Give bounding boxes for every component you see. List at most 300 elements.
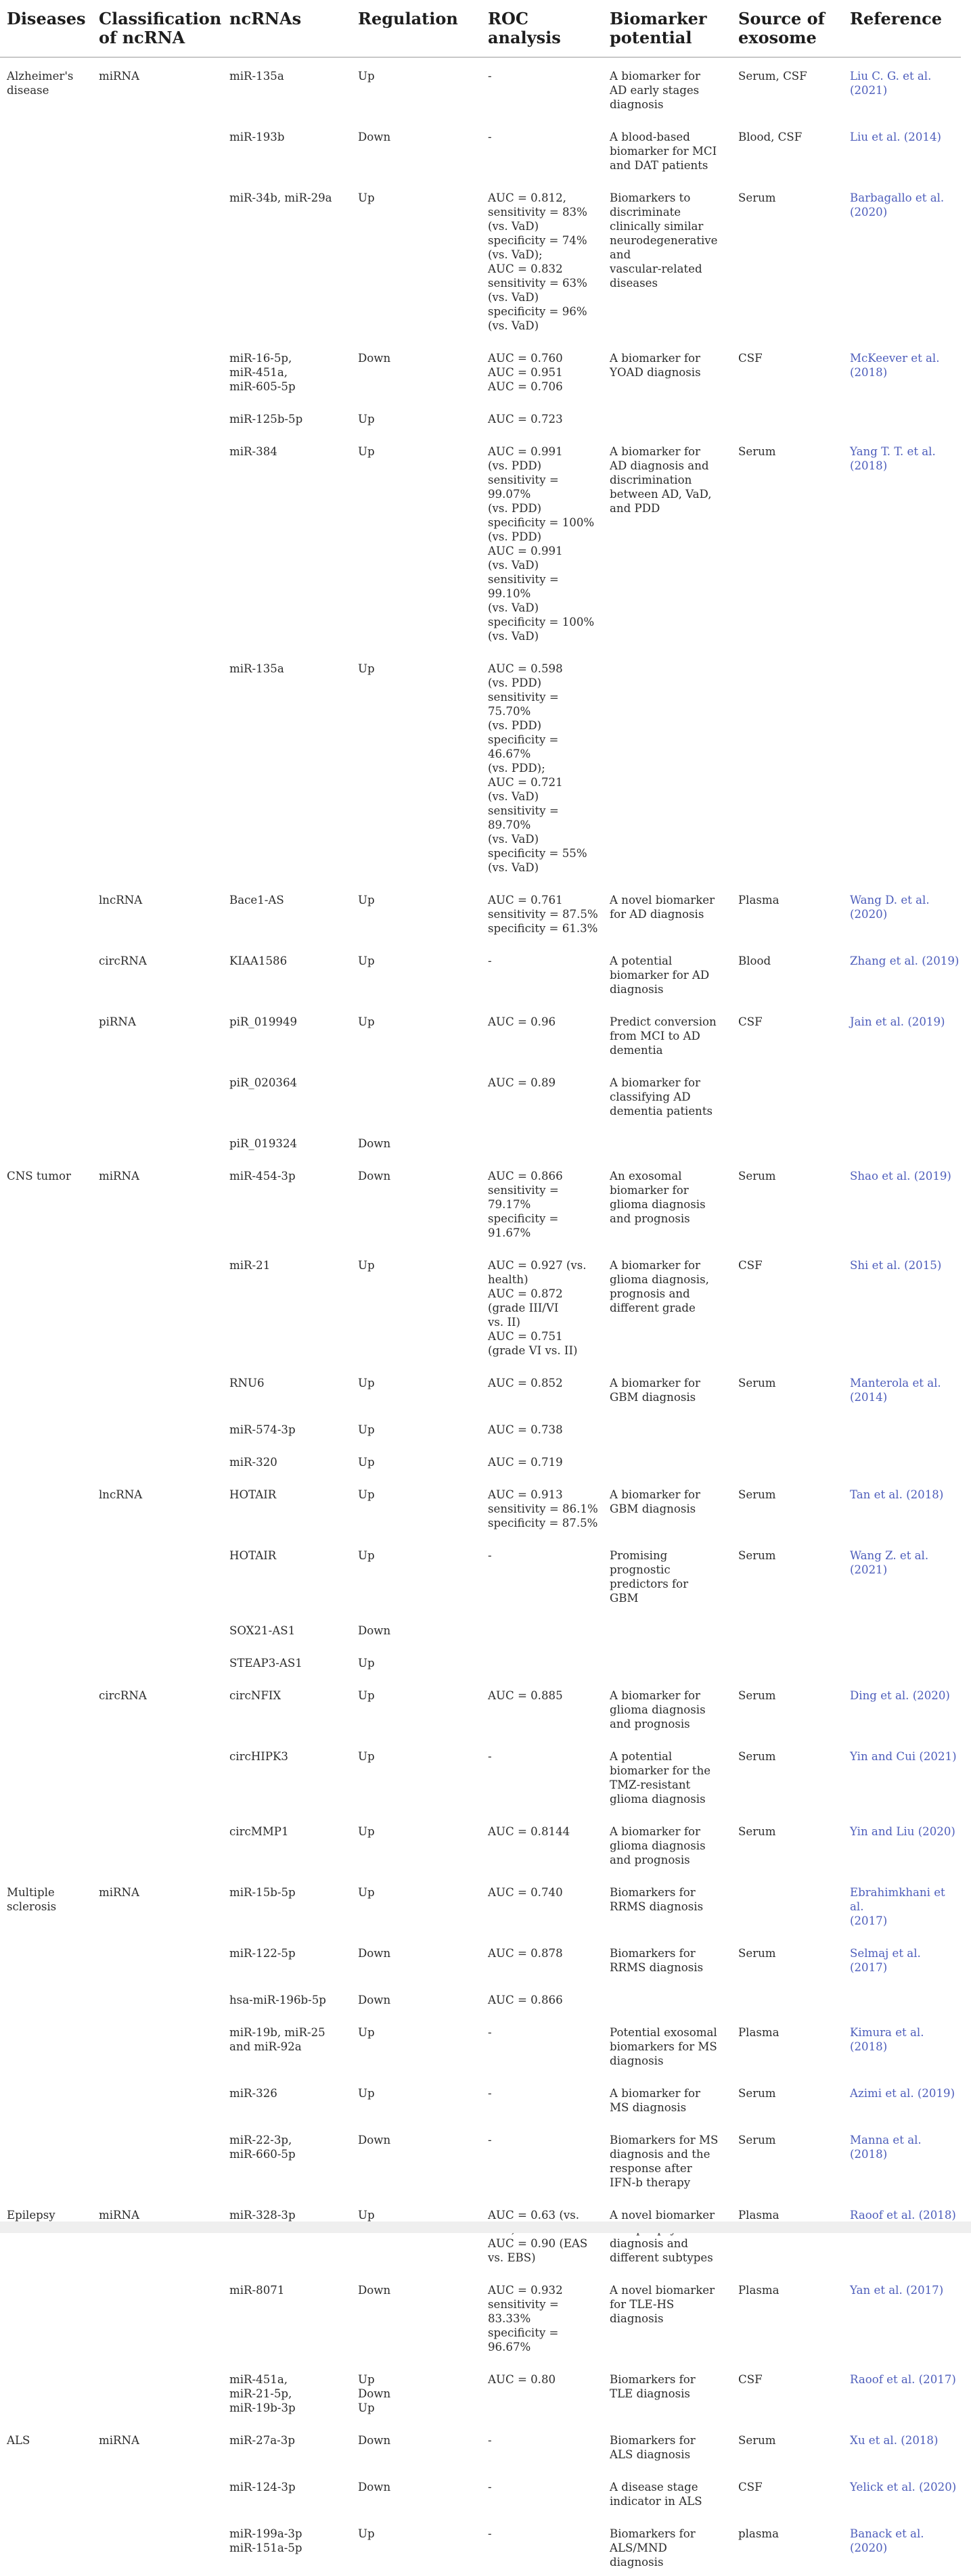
- cell-roc: -: [481, 2515, 603, 2576]
- cell-classification: piRNA: [92, 1003, 223, 1064]
- cell-regulation: Up: [351, 650, 481, 881]
- header-classification: Classification of ncRNA: [92, 0, 223, 58]
- cell-biomarker-potential: [603, 1981, 731, 2014]
- cell-regulation: Up: [351, 2014, 481, 2075]
- cell-roc: -: [481, 58, 603, 119]
- cell-ncrna: STEAP3-AS1: [223, 1644, 351, 1677]
- cell-biomarker-potential: Predict conversion from MCI to AD dementia: [603, 1003, 731, 1064]
- cell-source: CSF: [731, 1003, 843, 1064]
- cell-disease: [0, 1612, 92, 1644]
- cell-ncrna: miR-16-5p, miR-451a, miR-605-5p: [223, 340, 351, 400]
- cell-source: Serum: [731, 2422, 843, 2468]
- cell-regulation: Up: [351, 2196, 481, 2272]
- cell-roc: -: [481, 2121, 603, 2196]
- cell-roc: AUC = 0.812, sensitivity = 83% (vs. VaD) specificity = 74% (vs. VaD); AUC = 0.832 sensitivity = 63% (vs. VaD) specificity = 96% (vs. VaD): [481, 179, 603, 340]
- cell-reference[interactable]: Banack et al. (2020): [843, 2515, 961, 2576]
- cell-roc: AUC = 0.96: [481, 1003, 603, 1064]
- cell-classification: [92, 2272, 223, 2361]
- cell-biomarker-potential: [603, 1612, 731, 1644]
- cell-ncrna: miR-124-3p: [223, 2468, 351, 2515]
- cell-ncrna: KIAA1586: [223, 942, 351, 1003]
- cell-roc: AUC = 0.866 sensitivity = 79.17% specificity = 91.67%: [481, 1157, 603, 1247]
- cell-ncrna: piR_019324: [223, 1125, 351, 1157]
- cell-regulation: Up: [351, 1537, 481, 1612]
- cell-reference[interactable]: Selmaj et al. (2017): [843, 1935, 961, 1981]
- cell-ncrna: miR-199a-3p miR-151a-5p: [223, 2515, 351, 2576]
- cell-roc: AUC = 0.8144: [481, 1813, 603, 1874]
- cell-classification: [92, 650, 223, 881]
- cell-classification: [92, 2515, 223, 2576]
- table-row: [0, 2014, 961, 2075]
- header-source: Source of exosome: [731, 0, 843, 58]
- cell-ncrna: Bace1-AS: [223, 881, 351, 942]
- cell-reference[interactable]: Barbagallo et al. (2020): [843, 179, 961, 340]
- cell-classification: [92, 1444, 223, 1476]
- cell-roc: AUC = 0.740: [481, 1874, 603, 1935]
- cell-source: [731, 1444, 843, 1476]
- cell-biomarker-potential: [603, 400, 731, 433]
- cell-source: plasma: [731, 2515, 843, 2576]
- cell-biomarker-potential: Biomarkers for ALS diagnosis: [603, 2422, 731, 2468]
- cell-disease: Epilepsy: [0, 2196, 92, 2272]
- table-row: [0, 1537, 961, 1612]
- cell-regulation: Up: [351, 1444, 481, 1476]
- cell-disease: Multiple sclerosis: [0, 1874, 92, 1935]
- cell-source: [731, 1411, 843, 1444]
- cell-biomarker-potential: A novel biomarker for TLE-HS diagnosis: [603, 2272, 731, 2361]
- cell-ncrna: miR-8071: [223, 2272, 351, 2361]
- table-row: [0, 1157, 961, 1247]
- table-row: [0, 1064, 961, 1125]
- cell-classification: [92, 1935, 223, 1981]
- cell-reference[interactable]: Wang D. et al. (2020): [843, 881, 961, 942]
- cell-source: [731, 400, 843, 433]
- table-row: [0, 2422, 961, 2468]
- header-roc-analysis: ROC analysis: [481, 0, 603, 58]
- table-row: [0, 1411, 961, 1444]
- cell-biomarker-potential: A biomarker for classifying AD dementia patients: [603, 1064, 731, 1125]
- cell-regulation: Up: [351, 1476, 481, 1537]
- cell-biomarker-potential: A biomarker for glioma diagnosis and prognosis: [603, 1813, 731, 1874]
- header-biomarker-potential: Biomarker potential: [603, 0, 731, 58]
- cell-disease: [0, 1813, 92, 1874]
- cell-source: Serum: [731, 1935, 843, 1981]
- cell-source: Plasma: [731, 2014, 843, 2075]
- cell-roc: [481, 1612, 603, 1644]
- table-row: [0, 118, 961, 179]
- cell-biomarker-potential: An exosomal biomarker for glioma diagnosis and prognosis: [603, 1157, 731, 1247]
- cell-classification: [92, 433, 223, 650]
- cell-source: CSF: [731, 2468, 843, 2515]
- cell-source: Serum: [731, 1677, 843, 1738]
- cell-classification: [92, 1644, 223, 1677]
- cell-disease: [0, 179, 92, 340]
- cell-classification: [92, 2468, 223, 2515]
- table-body: [0, 58, 961, 2576]
- cell-biomarker-potential: A novel biomarker for AD diagnosis: [603, 881, 731, 942]
- cell-classification: [92, 1813, 223, 1874]
- cell-ncrna: miR-21: [223, 1247, 351, 1364]
- cell-regulation: Up: [351, 1677, 481, 1738]
- cell-classification: [92, 1411, 223, 1444]
- cell-reference[interactable]: Xu et al. (2018): [843, 2422, 961, 2468]
- table-row: [0, 1981, 961, 2014]
- cell-classification: [92, 1364, 223, 1411]
- cell-reference[interactable]: Tan et al. (2018): [843, 1476, 961, 1537]
- cell-ncrna: miR-328-3p: [223, 2196, 351, 2272]
- cell-regulation: Up: [351, 1003, 481, 1064]
- table-row: [0, 1612, 961, 1644]
- cell-classification: lncRNA: [92, 881, 223, 942]
- cell-source: [731, 1612, 843, 1644]
- cell-regulation: Down: [351, 2272, 481, 2361]
- cell-ncrna: piR_019949: [223, 1003, 351, 1064]
- cell-regulation: Down: [351, 2121, 481, 2196]
- cell-reference[interactable]: Raoof et al. (2017): [843, 2361, 961, 2422]
- cell-roc: AUC = 0.991 (vs. PDD) sensitivity = 99.07% (vs. PDD) specificity = 100% (vs. PDD) AUC = 0.991 (vs. VaD) sensitivity = 99.10% (vs. VaD) specificity = 100% (vs. VaD): [481, 433, 603, 650]
- header-reference: Reference: [843, 0, 961, 58]
- cell-classification: [92, 400, 223, 433]
- cell-classification: miRNA: [92, 1874, 223, 1935]
- cell-ncrna: miR-19b, miR-25 and miR-92a: [223, 2014, 351, 2075]
- cell-biomarker-potential: Biomarkers for TLE diagnosis: [603, 2361, 731, 2422]
- cell-reference[interactable]: Zhang et al. (2019): [843, 942, 961, 1003]
- cell-classification: [92, 2121, 223, 2196]
- cell-reference[interactable]: Manterola et al. (2014): [843, 1364, 961, 1411]
- cell-roc: AUC = 0.598 (vs. PDD) sensitivity = 75.70% (vs. PDD) specificity = 46.67% (vs. PDD); AUC = 0.721 (vs. VaD) sensitivity = 89.70% (vs. VaD) specificity = 55% (vs. VaD): [481, 650, 603, 881]
- cell-roc: AUC = 0.932 sensitivity = 83.33% specificity = 96.67%: [481, 2272, 603, 2361]
- cell-roc: AUC = 0.89: [481, 1064, 603, 1125]
- cell-disease: [0, 118, 92, 179]
- cell-source: Serum: [731, 1537, 843, 1612]
- cell-source: CSF: [731, 340, 843, 400]
- table-row: [0, 2272, 961, 2361]
- cell-source: Serum: [731, 2075, 843, 2121]
- cell-ncrna: miR-34b, miR-29a: [223, 179, 351, 340]
- cell-ncrna: piR_020364: [223, 1064, 351, 1125]
- page-bottom-bar: [0, 2222, 971, 2233]
- cell-biomarker-potential: Biomarkers to discriminate clinically similar neurodegenerative and vascular-related diseases: [603, 179, 731, 340]
- cell-regulation: Down: [351, 340, 481, 400]
- table-row: [0, 2361, 961, 2422]
- cell-biomarker-potential: A biomarker for glioma diagnosis and prognosis: [603, 1677, 731, 1738]
- cell-regulation: Up: [351, 1813, 481, 1874]
- cell-ncrna: miR-22-3p, miR-660-5p: [223, 2121, 351, 2196]
- cell-disease: [0, 340, 92, 400]
- cell-classification: circRNA: [92, 1677, 223, 1738]
- cell-ncrna: miR-451a, miR-21-5p, miR-19b-3p: [223, 2361, 351, 2422]
- cell-biomarker-potential: A biomarker for AD diagnosis and discrimination between AD, VaD, and PDD: [603, 433, 731, 650]
- cell-roc: AUC = 0.719: [481, 1444, 603, 1476]
- cell-regulation: Up: [351, 881, 481, 942]
- cell-roc: AUC = 0.761 sensitivity = 87.5% specificity = 61.3%: [481, 881, 603, 942]
- cell-source: [731, 1064, 843, 1125]
- cell-classification: [92, 1612, 223, 1644]
- cell-source: Blood, CSF: [731, 118, 843, 179]
- cell-regulation: Up: [351, 2075, 481, 2121]
- cell-classification: [92, 1537, 223, 1612]
- cell-biomarker-potential: Promising prognostic predictors for GBM: [603, 1537, 731, 1612]
- header-diseases: Diseases: [0, 0, 92, 58]
- cell-roc: AUC = 0.760 AUC = 0.951 AUC = 0.706: [481, 340, 603, 400]
- cell-ncrna: SOX21-AS1: [223, 1612, 351, 1644]
- cell-ncrna: miR-574-3p: [223, 1411, 351, 1444]
- cell-disease: [0, 1537, 92, 1612]
- table-row: [0, 1476, 961, 1537]
- cell-reference[interactable]: Azimi et al. (2019): [843, 2075, 961, 2121]
- cell-reference[interactable]: Raoof et al. (2018): [843, 2196, 961, 2272]
- cell-disease: [0, 881, 92, 942]
- cell-source: [731, 1125, 843, 1157]
- cell-disease: ALS: [0, 2422, 92, 2468]
- cell-ncrna: miR-320: [223, 1444, 351, 1476]
- cell-reference[interactable]: Yin and Cui (2021): [843, 1738, 961, 1813]
- cell-ncrna: circHIPK3: [223, 1738, 351, 1813]
- table-row: [0, 1738, 961, 1813]
- cell-biomarker-potential: A biomarker for GBM diagnosis: [603, 1476, 731, 1537]
- cell-roc: AUC = 0.927 (vs. health) AUC = 0.872 (grade III/VI vs. II) AUC = 0.751 (grade VI vs. II): [481, 1247, 603, 1364]
- cell-ncrna: HOTAIR: [223, 1537, 351, 1612]
- cell-classification: [92, 2075, 223, 2121]
- cell-roc: [481, 1125, 603, 1157]
- cell-regulation: [351, 1064, 481, 1125]
- cell-source: Plasma: [731, 2196, 843, 2272]
- cell-source: Serum: [731, 1364, 843, 1411]
- cell-regulation: Up: [351, 1247, 481, 1364]
- cell-regulation: Up: [351, 1644, 481, 1677]
- cell-classification: [92, 118, 223, 179]
- cell-reference[interactable]: Jain et al. (2019): [843, 1003, 961, 1064]
- cell-disease: [0, 2014, 92, 2075]
- cell-reference[interactable]: Yan et al. (2017): [843, 2272, 961, 2361]
- cell-roc: -: [481, 1738, 603, 1813]
- cell-disease: [0, 1738, 92, 1813]
- cell-ncrna: miR-384: [223, 433, 351, 650]
- cell-source: Serum: [731, 2121, 843, 2196]
- header-row: [0, 0, 961, 58]
- cell-reference: [843, 1981, 961, 2014]
- cell-ncrna: miR-122-5p: [223, 1935, 351, 1981]
- cell-reference: [843, 650, 961, 881]
- cell-regulation: Up: [351, 2515, 481, 2576]
- table-row: [0, 1874, 961, 1935]
- cell-disease: [0, 400, 92, 433]
- cell-source: Plasma: [731, 2272, 843, 2361]
- cell-classification: [92, 340, 223, 400]
- cell-biomarker-potential: A disease stage indicator in ALS: [603, 2468, 731, 2515]
- cell-source: Serum: [731, 1813, 843, 1874]
- cell-roc: AUC = 0.885: [481, 1677, 603, 1738]
- cell-biomarker-potential: A potential biomarker for the TMZ-resistant glioma diagnosis: [603, 1738, 731, 1813]
- cell-classification: [92, 1064, 223, 1125]
- cell-disease: [0, 1003, 92, 1064]
- table-row: [0, 1935, 961, 1981]
- cell-source: Serum: [731, 1738, 843, 1813]
- cell-disease: [0, 2361, 92, 2422]
- cell-reference[interactable]: McKeever et al. (2018): [843, 340, 961, 400]
- cell-biomarker-potential: A blood-based biomarker for MCI and DAT patients: [603, 118, 731, 179]
- cell-regulation: Down: [351, 2422, 481, 2468]
- cell-ncrna: circMMP1: [223, 1813, 351, 1874]
- cell-reference[interactable]: Yelick et al. (2020): [843, 2468, 961, 2515]
- cell-roc: -: [481, 118, 603, 179]
- cell-regulation: Up: [351, 1411, 481, 1444]
- table-row: [0, 2196, 961, 2272]
- table-row: [0, 1813, 961, 1874]
- cell-biomarker-potential: A biomarker for GBM diagnosis: [603, 1364, 731, 1411]
- cell-regulation: Up: [351, 179, 481, 340]
- cell-regulation: Down: [351, 2468, 481, 2515]
- cell-classification: [92, 1247, 223, 1364]
- cell-source: Plasma: [731, 881, 843, 942]
- cell-source: Serum, CSF: [731, 58, 843, 119]
- cell-classification: [92, 1125, 223, 1157]
- cell-ncrna: miR-326: [223, 2075, 351, 2121]
- cell-regulation: Up: [351, 400, 481, 433]
- cell-classification: lncRNA: [92, 1476, 223, 1537]
- cell-biomarker-potential: A novel biomarker diagnosis and different subtypes: [603, 2196, 731, 2272]
- table-row: [0, 2515, 961, 2576]
- cell-regulation: Up: [351, 58, 481, 119]
- table-row: [0, 2468, 961, 2515]
- cell-biomarker-potential: [603, 650, 731, 881]
- cell-ncrna: miR-135a: [223, 650, 351, 881]
- table-row: [0, 433, 961, 650]
- cell-ncrna: hsa-miR-196b-5p: [223, 1981, 351, 2014]
- cell-source: [731, 1644, 843, 1677]
- cell-disease: [0, 2121, 92, 2196]
- cell-source: Serum: [731, 1157, 843, 1247]
- cell-biomarker-potential: [603, 1411, 731, 1444]
- cell-regulation: Down: [351, 1981, 481, 2014]
- table-row: [0, 1364, 961, 1411]
- cell-classification: miRNA: [92, 2196, 223, 2272]
- cell-roc: AUC = 0.852: [481, 1364, 603, 1411]
- cell-reference: [843, 1125, 961, 1157]
- cell-roc: AUC = 0.738: [481, 1411, 603, 1444]
- cell-reference[interactable]: Manna et al. (2018): [843, 2121, 961, 2196]
- cell-roc: [481, 1644, 603, 1677]
- cell-disease: [0, 1411, 92, 1444]
- cell-source: [731, 1981, 843, 2014]
- table-row: [0, 1677, 961, 1738]
- cell-disease: [0, 1247, 92, 1364]
- cell-biomarker-potential: [603, 1644, 731, 1677]
- cell-source: Serum: [731, 1476, 843, 1537]
- cell-classification: miRNA: [92, 58, 223, 119]
- table-row: [0, 400, 961, 433]
- header-regulation: Regulation: [351, 0, 481, 58]
- cell-regulation: Down: [351, 1125, 481, 1157]
- cell-reference: [843, 1444, 961, 1476]
- cell-source: [731, 1874, 843, 1935]
- cell-roc: -: [481, 2422, 603, 2468]
- cell-reference: [843, 1612, 961, 1644]
- cell-ncrna: miR-125b-5p: [223, 400, 351, 433]
- cell-roc: AUC = 0.866: [481, 1981, 603, 2014]
- table-row: [0, 1444, 961, 1476]
- cell-regulation: Up: [351, 942, 481, 1003]
- cell-disease: [0, 1444, 92, 1476]
- cell-source: CSF: [731, 1247, 843, 1364]
- cell-roc: AUC = 0.80: [481, 2361, 603, 2422]
- cell-regulation: Up: [351, 1364, 481, 1411]
- cell-source: CSF: [731, 2361, 843, 2422]
- cell-disease: [0, 650, 92, 881]
- cell-regulation: Down: [351, 1935, 481, 1981]
- cell-classification: [92, 1738, 223, 1813]
- cell-reference[interactable]: Ding et al. (2020): [843, 1677, 961, 1738]
- cell-reference: [843, 1644, 961, 1677]
- cell-biomarker-potential: Biomarkers for MS diagnosis and the response after IFN-b therapy: [603, 2121, 731, 2196]
- cell-reference[interactable]: Yin and Liu (2020): [843, 1813, 961, 1874]
- cell-ncrna: HOTAIR: [223, 1476, 351, 1537]
- cell-reference: [843, 1411, 961, 1444]
- cell-reference[interactable]: Shao et al. (2019): [843, 1157, 961, 1247]
- cell-classification: [92, 2014, 223, 2075]
- cell-disease: [0, 1677, 92, 1738]
- cell-roc: -: [481, 1537, 603, 1612]
- cell-disease: [0, 1064, 92, 1125]
- cell-reference[interactable]: Ebrahimkhani et al. (2017): [843, 1874, 961, 1935]
- cell-classification: miRNA: [92, 2422, 223, 2468]
- table-row: [0, 340, 961, 400]
- cell-regulation: Down: [351, 118, 481, 179]
- cell-disease: Alzheimer's disease: [0, 58, 92, 119]
- table-row: [0, 1247, 961, 1364]
- cell-source: Serum: [731, 433, 843, 650]
- cell-reference[interactable]: Kimura et al. (2018): [843, 2014, 961, 2075]
- cell-roc: AUC = 0.913 sensitivity = 86.1% specificity = 87.5%: [481, 1476, 603, 1537]
- cell-classification: circRNA: [92, 942, 223, 1003]
- cell-disease: [0, 2515, 92, 2576]
- cell-ncrna: miR-135a: [223, 58, 351, 119]
- cell-reference[interactable]: Liu C. G. et al. (2021): [843, 58, 961, 119]
- cell-ncrna: circNFIX: [223, 1677, 351, 1738]
- header-ncrnas: ncRNAs: [223, 0, 351, 58]
- cell-classification: [92, 2361, 223, 2422]
- cell-source: [731, 650, 843, 881]
- cell-disease: [0, 942, 92, 1003]
- cell-ncrna: miR-193b: [223, 118, 351, 179]
- cell-reference[interactable]: Liu et al. (2014): [843, 118, 961, 179]
- cell-roc: AUC = 0.878: [481, 1935, 603, 1981]
- cell-disease: [0, 2075, 92, 2121]
- cell-biomarker-potential: Biomarkers for RRMS diagnosis: [603, 1935, 731, 1981]
- cell-regulation: Up Down Up: [351, 2361, 481, 2422]
- cell-source: Blood: [731, 942, 843, 1003]
- cell-biomarker-potential: [603, 1125, 731, 1157]
- cell-roc: AUC = 0.723: [481, 400, 603, 433]
- cell-disease: [0, 1935, 92, 1981]
- cell-regulation: Down: [351, 1157, 481, 1247]
- cell-biomarker-potential: A biomarker for MS diagnosis: [603, 2075, 731, 2121]
- cell-reference[interactable]: Shi et al. (2015): [843, 1247, 961, 1364]
- cell-disease: [0, 1364, 92, 1411]
- cell-roc: AUC = 0.63 (vs. AUC = 0.90 (EAS vs. EBS): [481, 2196, 603, 2272]
- cell-disease: [0, 433, 92, 650]
- cell-biomarker-potential: A biomarker for YOAD diagnosis: [603, 340, 731, 400]
- cell-disease: CNS tumor: [0, 1157, 92, 1247]
- cell-reference[interactable]: Yang T. T. et al. (2018): [843, 433, 961, 650]
- table-row: [0, 2121, 961, 2196]
- cell-biomarker-potential: Biomarkers for ALS/MND diagnosis: [603, 2515, 731, 2576]
- cell-disease: [0, 2468, 92, 2515]
- cell-regulation: Up: [351, 1738, 481, 1813]
- cell-reference[interactable]: Wang Z. et al. (2021): [843, 1537, 961, 1612]
- cell-roc: -: [481, 942, 603, 1003]
- table-row: [0, 881, 961, 942]
